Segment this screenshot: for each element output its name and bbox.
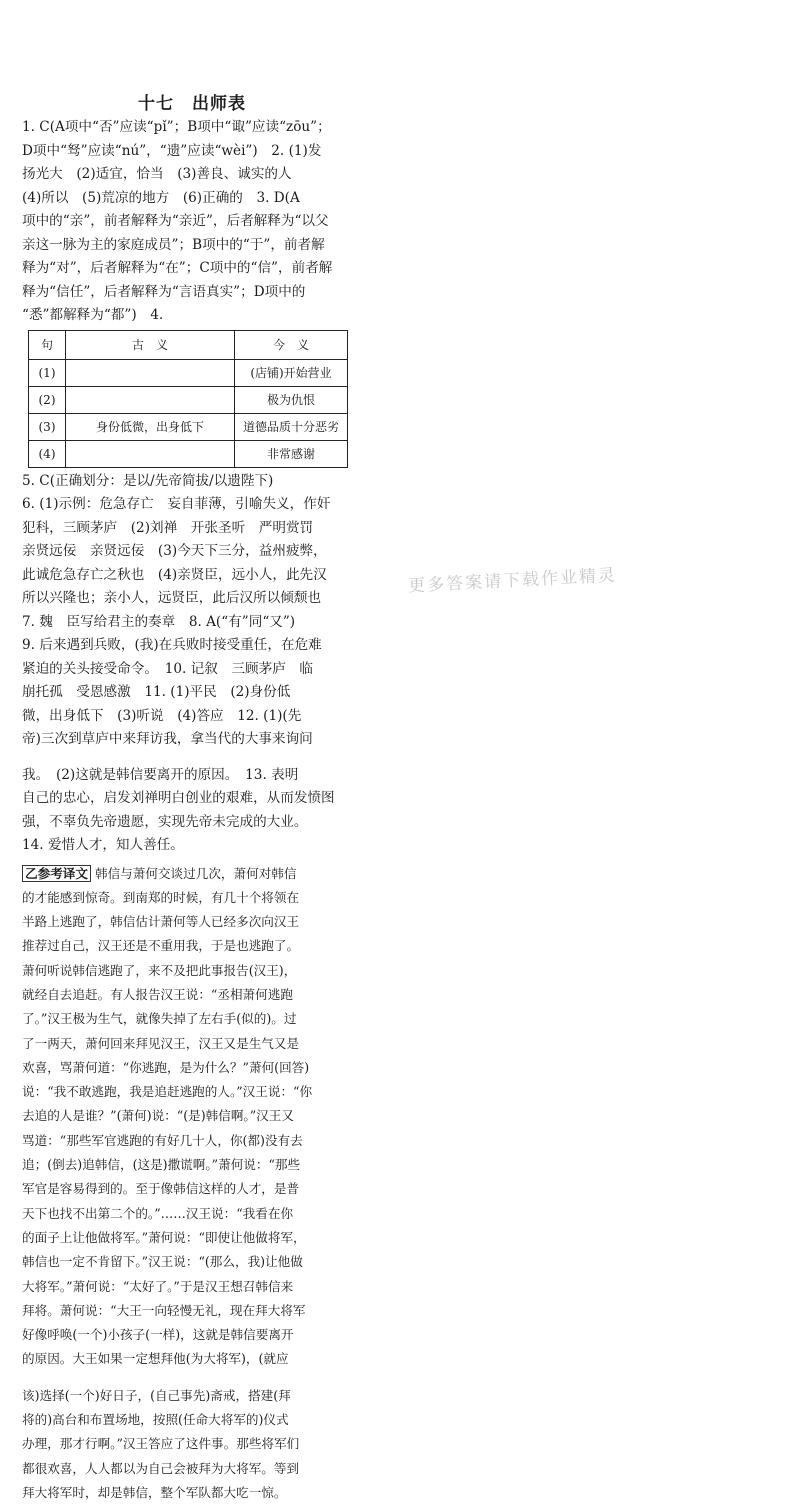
table-cell: 身份低微，出身低下 (66, 413, 235, 440)
reference-translation (22, 862, 362, 1505)
answer-line: 强，不辜负先帝遗愿，实现先帝未完成的大业。 (22, 811, 362, 835)
answer-line: 微，出身低下 (3)听说 (4)答应 12. (1)(先 (22, 705, 362, 729)
table-row (29, 413, 348, 440)
translation-line: 半路上逃跑了，韩信估计萧何等人已经多次向汉王 (22, 910, 362, 934)
translation-line: 说：“我不敢逃跑，我是追赶逃跑的人。”汉王说：“你 (22, 1080, 362, 1104)
answers-part-1 (22, 116, 362, 328)
answer-line: 此诚危急存亡之秋也 (4)亲贤臣，远小人，此先汉 (22, 564, 362, 588)
answer-line: 5. C(正确划分：是以/先帝简拔/以遗陛下) (22, 470, 362, 494)
answer-line: “悉”都解释为“都”) 4. (22, 304, 362, 328)
translation-line: 骂道：“那些军官逃跑的有好几十人，你(都)没有去 (22, 1129, 362, 1153)
section-title: 十七 出师表 (22, 92, 362, 116)
translation-line: 拜大将军时，却是韩信，整个军队都大吃一惊。 (22, 1481, 362, 1505)
table-row (29, 440, 348, 467)
translation-line: 了一两天，萧何回来拜见汉王，汉王又是生气又是 (22, 1032, 362, 1056)
answer-line: 犯科，三顾茅庐 (2)刘禅 开张圣听 严明赏罚 (22, 517, 362, 541)
word-meaning-table (28, 330, 348, 468)
answer-line: 我。 (2)这就是韩信要离开的原因。 13. 表明 (22, 764, 362, 788)
table-cell (66, 386, 235, 413)
translation-line: 韩信与萧何交谈过几次，萧何对韩信 (95, 866, 297, 881)
translation-line: 追；(倒去)追韩信，(这是)撒谎啊。”萧何说：“那些 (22, 1153, 362, 1177)
answer-line: 扬光大 (2)适宜，恰当 (3)善良、诚实的人 (22, 163, 362, 187)
translation-first-line (22, 862, 362, 886)
translation-line: 韩信也一定不肯留下。”汉王说：“(那么，我)让他做 (22, 1250, 362, 1274)
translation-line: 欢喜，骂萧何道：“你逃跑，是为什么？”萧何(回答) (22, 1056, 362, 1080)
translation-line: 军官是容易得到的。至于像韩信这样的人才，是普 (22, 1177, 362, 1201)
table-cell: (1) (29, 359, 66, 386)
answer-line: 14. 爱惜人才，知人善任。 (22, 834, 362, 858)
table-cell (66, 440, 235, 467)
translation-line: 去追的人是谁？”(萧何)说：“(是)韩信啊。”汉王又 (22, 1104, 362, 1128)
answer-line: 9. 后来遇到兵败，(我)在兵败时接受重任，在危难 (22, 634, 362, 658)
answer-line: 帝)三次到草庐中来拜访我，拿当代的大事来询问 (22, 728, 362, 752)
translation-line: 了。”汉王极为生气，就像失掉了左右手(似的)。过 (22, 1007, 362, 1031)
answer-line: 7. 魏 臣写给君主的奏章 8. A(“有”同“又”) (22, 611, 362, 635)
table-cell: 极为仇恨 (235, 386, 348, 413)
answer-line: 亲这一脉为主的家庭成员”；B项中的“于”，前者解 (22, 234, 362, 258)
answers-part-2 (22, 470, 362, 858)
translation-line: 的才能感到惊奇。到南郑的时候，有几十个将领在 (22, 886, 362, 910)
answer-line: 紧迫的关头接受命令。 10. 记叙 三顾茅庐 临 (22, 658, 362, 682)
answer-line: 释为“对”，后者解释为“在”；C项中的“信”，前者解 (22, 257, 362, 281)
table-cell: (店铺)开始营业 (235, 359, 348, 386)
table-header-sentence: 句 (29, 330, 66, 359)
table-row (29, 359, 348, 386)
table-cell (66, 359, 235, 386)
table-header-row (29, 330, 348, 359)
translation-line: 的面子上让他做将军。”萧何说：“即使让他做将军， (22, 1226, 362, 1250)
answer-line: (4)所以 (5)荒凉的地方 (6)正确的 3. D(A (22, 187, 362, 211)
table-header-ancient: 古 义 (66, 330, 235, 359)
table-row (29, 386, 348, 413)
answer-line: 6. (1)示例：危急存亡 妄自菲薄，引喻失义，作奸 (22, 493, 362, 517)
answer-line: D项中“驽”应读“nú”，“遗”应读“wèi”) 2. (1)发 (22, 140, 362, 164)
translation-line: 萧何听说韩信逃跑了，来不及把此事报告(汉王)， (22, 959, 362, 983)
translation-line: 将的)高台和布置场地，按照(任命大将军的)仪式 (22, 1408, 362, 1432)
translation-line: 该)选择(一个)好日子，(自己事先)斋戒，搭建(拜 (22, 1384, 362, 1408)
table-cell: 道德品质十分恶劣 (235, 413, 348, 440)
answer-line: 释为“信任”，后者解释为“言语真实”；D项中的 (22, 281, 362, 305)
answer-line: 项中的“亲”，前者解释为“亲近”，后者解释为“以父 (22, 210, 362, 234)
translation-line: 拜将。萧何说：“大王一向轻慢无礼，现在拜大将军 (22, 1299, 362, 1323)
table-cell: (2) (29, 386, 66, 413)
translation-line: 天下也找不出第二个的。”……汉王说：“我看在你 (22, 1202, 362, 1226)
translation-line: 大将军。”萧何说：“太好了。”于是汉王想召韩信来 (22, 1275, 362, 1299)
table-cell: (3) (29, 413, 66, 440)
answer-line: 亲贤远佞 亲贤远佞 (3)今天下三分，益州疲弊， (22, 540, 362, 564)
translation-line: 好像呼唤(一个)小孩子(一样)，这就是韩信要离开 (22, 1323, 362, 1347)
answer-column (22, 92, 362, 1505)
answer-line: 所以兴隆也；亲小人，远贤臣，此后汉所以倾颓也 (22, 587, 362, 611)
translation-label: 乙参考译文 (22, 865, 91, 882)
translation-line: 都很欢喜，人人都以为自己会被拜为大将军。等到 (22, 1457, 362, 1481)
table-cell: 非常感谢 (235, 440, 348, 467)
translation-line: 推荐过自己，汉王还是不重用我，于是也逃跑了。 (22, 934, 362, 958)
translation-line: 办理，那才行啊。”汉王答应了这件事。那些将军们 (22, 1432, 362, 1456)
translation-line: 就经自去追赶。有人报告汉王说：“丞相萧何逃跑 (22, 983, 362, 1007)
watermark-text: 更多答案请下载作业精灵 (407, 561, 617, 597)
answer-line: 自己的忠心，启发刘禅明白创业的艰难，从而发愤图 (22, 787, 362, 811)
translation-line: 的原因。大王如果一定想拜他(为大将军)，(就应 (22, 1347, 362, 1371)
table-cell: (4) (29, 440, 66, 467)
answer-line: 崩托孤 受恩感激 11. (1)平民 (2)身份低 (22, 681, 362, 705)
table-header-modern: 今 义 (235, 330, 348, 359)
answer-line: 1. C(A项中“否”应读“pǐ”；B项中“诹”应读“zōu”； (22, 116, 362, 140)
